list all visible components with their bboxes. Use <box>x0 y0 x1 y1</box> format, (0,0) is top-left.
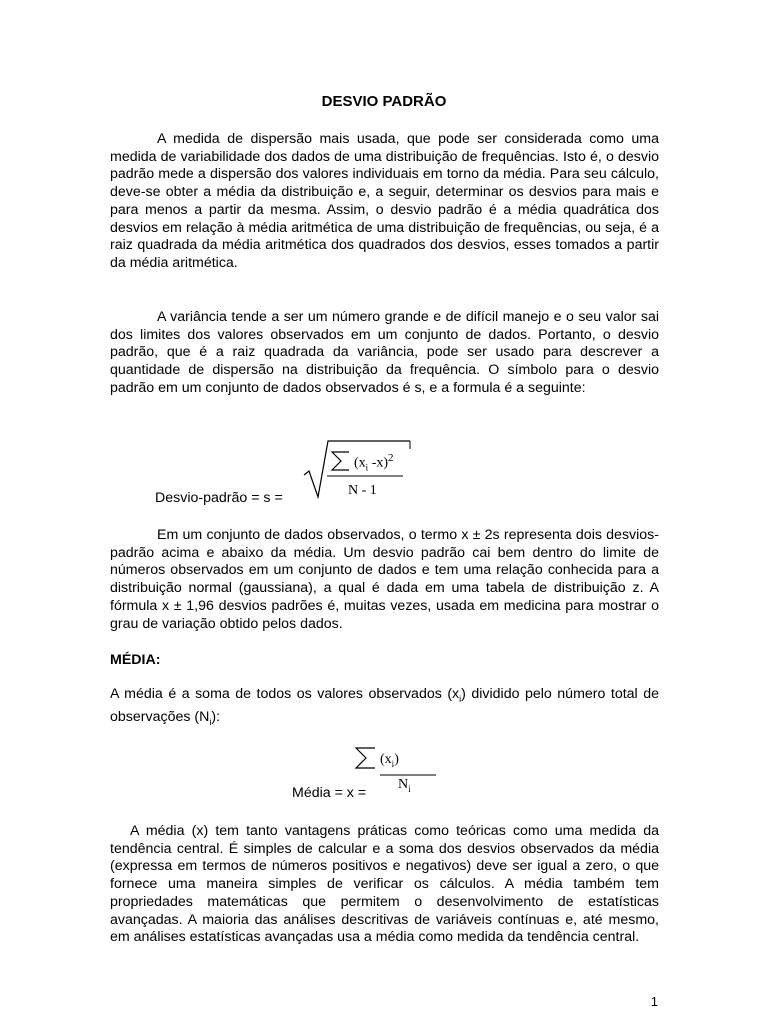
formula-mean-denominator: $N_i$ <box>398 777 411 794</box>
formula-sd-denominator: N - 1 <box>348 483 377 498</box>
page-number: 1 <box>650 994 658 1009</box>
document-title: DESVIO PADRÃO <box>321 93 447 110</box>
paragraph-definition: A medida de dispersão mais usada, que pode ser considerada como uma medida de variabilidade dos dados de uma distribuição de frequências. Isto é, o desvio padrão mede a dispersão dos valores individuais em torno da média. Para seu cálculo, deve-se obter a média da distribuição e, a seguir, determinar os desvios para mais e para menos a partir da mesma. Assim, o desvio padrão é a média quadrática dos desvios em relação à média aritmética de uma distribuição de frequências, ou seja, é a raiz quadrada da média aritmética dos quadrados dos desvios, esses tomados a partir da média aritmética. <box>110 131 659 271</box>
paragraph-two-sigma: Em um conjunto de dados observados, o termo x ± 2s representa dois desvios-padrão acima e abaixo da média. Um desvio padrão cai bem dentro do limite de números observados em um conjunto de dados e tem uma relação conhecida para a distribuição normal (gaussiana), a qual é dada em uma tabela de distribuição z. A fórmula x ± 1,96 desvios padrões é, muitas vezes, usada em medicina para mostrar o grau de variação obtido pelos dados. <box>110 527 659 632</box>
summation-icon <box>329 449 353 473</box>
formula-mean-numerator: $(x_i)$ <box>380 752 399 769</box>
paragraph-mean-definition: A média é a soma de todos os valores observados $(x_i)$ dividido pelo número total de observações $(N_i)$: <box>110 686 659 727</box>
heading-media: MÉDIA: <box>110 652 161 668</box>
formula-sd-label: Desvio-padrão = s = <box>155 490 283 506</box>
formula-sd-numerator: ($x_i$ -x)$^2$ <box>354 452 394 473</box>
summation-icon <box>353 745 379 771</box>
paragraph-mean-advantages: A média (x) tem tanto vantagens práticas como teóricas como uma medida da tendência central. É simples de calcular e a soma dos desvios observados da média (expressa em termos de números positivos e negativos) deve ser igual a zero, o que fornece uma maneira simples de verificar os cálculos. A média também tem propriedades matemáticas que permitem o desenvolvimento de estatísticas avançadas. A maioria das análises descritivas de variáveis contínuas e, até mesmo, em análises estatísticas avançadas usa a média como medida da tendência central. <box>110 823 659 946</box>
paragraph-variance: A variância tende a ser um número grande e de difícil manejo e o seu valor sai dos limites dos valores observados em um conjunto de dados. Portanto, o desvio padrão, que é a raiz quadrada da variância, pode ser usado para descrever a quantidade de dispersão na distribuição da frequência. O símbolo para o desvio padrão em um conjunto de dados observados é s, e a formula é a seguinte: <box>110 309 659 396</box>
formula-mean-label: Média = x = <box>292 785 367 801</box>
